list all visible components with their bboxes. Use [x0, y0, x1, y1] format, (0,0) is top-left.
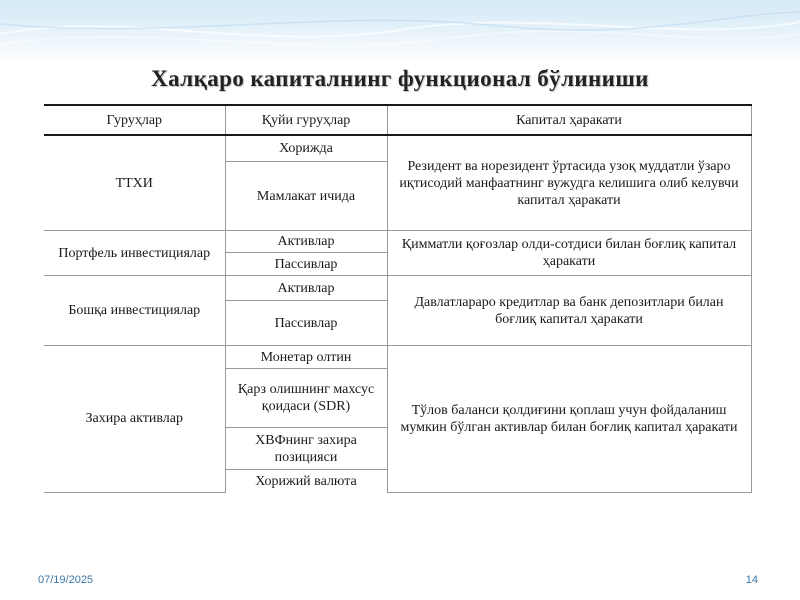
subgroup-cell: Қарз олишнинг махсус қоидаси (SDR): [225, 369, 387, 428]
group-name: Бошқа инвестициялар: [44, 276, 225, 346]
table-row: [44, 231, 751, 253]
group-name: ТТХИ: [44, 135, 225, 231]
capital-table: [44, 104, 752, 493]
subgroup-cell: Пассивлар: [225, 301, 387, 346]
subgroup-cell: Пассивлар: [225, 253, 387, 276]
slide-date: 07/19/2025: [38, 574, 94, 586]
subgroup-cell: Активлар: [225, 231, 387, 253]
subgroup-cell: Мамлакат ичида: [225, 162, 387, 231]
group-description: Тўлов баланси қолдиғини қоплаш учун фойдаланиш мумкин бўлган активлар билан боғлиқ капитал ҳаракати: [387, 346, 751, 493]
page-number: 14: [745, 574, 758, 586]
slide-title: Халқаро капиталнинг функционал бўлиниши: [151, 66, 649, 91]
group-name: Портфель инвестициялар: [44, 231, 225, 276]
header-capital-movement: Капитал ҳаракати: [387, 105, 751, 135]
header-band: [0, 0, 800, 62]
subgroup-cell: Хорижий валюта: [225, 470, 387, 493]
subgroup-cell: Монетар олтин: [225, 346, 387, 369]
table-row: [44, 135, 751, 162]
group-description: Давлатлараро кредитлар ва банк депозитлари билан боғлиқ капитал ҳаракати: [387, 276, 751, 346]
table-row: [44, 346, 751, 369]
subgroup-cell: Хорижда: [225, 135, 387, 162]
subgroup-cell: ХВФнинг захира позицияси: [225, 428, 387, 470]
subgroup-cell: Активлар: [225, 276, 387, 301]
group-description: Қимматли қоғозлар олди-сотдиси билан боғлиқ капитал ҳаракати: [387, 231, 751, 276]
wave-decoration: [0, 0, 800, 62]
header-groups: Гуруҳлар: [44, 105, 225, 135]
table-header-row: [44, 105, 751, 135]
group-name: Захира активлар: [44, 346, 225, 493]
header-subgroups: Қуйи гуруҳлар: [225, 105, 387, 135]
table-row: [44, 276, 751, 301]
group-description: Резидент ва норезидент ўртасида узоқ муддатли ўзаро иқтисодий манфаатнинг вужудга келишига олиб келувчи капитал ҳаракати: [387, 135, 751, 231]
